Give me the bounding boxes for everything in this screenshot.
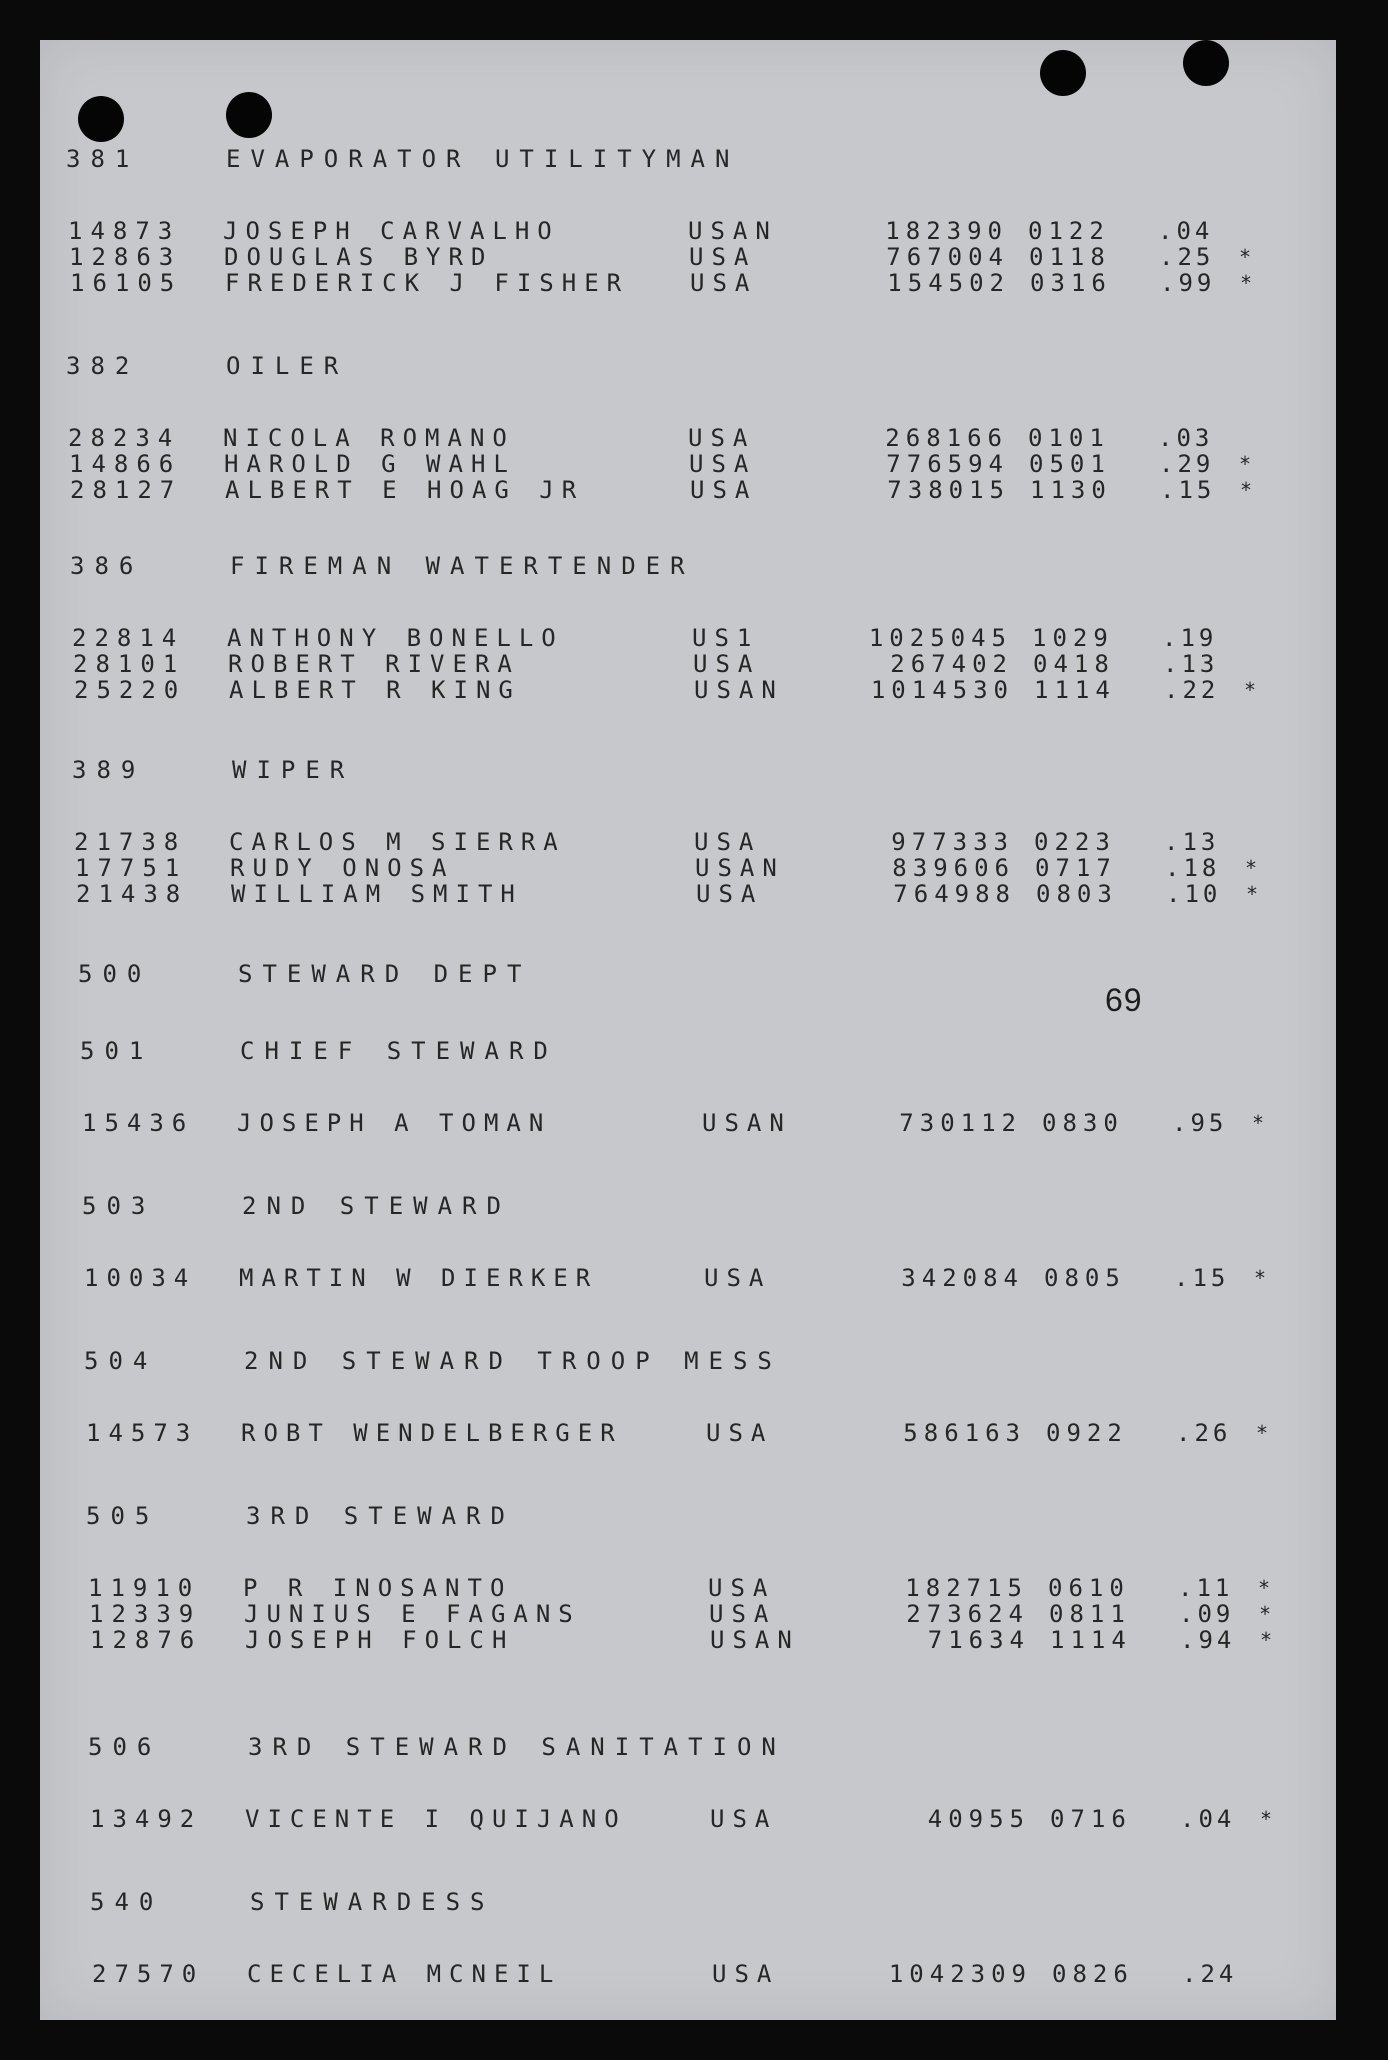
asterisk-mark: * — [1260, 1628, 1273, 1652]
citizenship-code: USA — [690, 269, 758, 297]
book-number: 977333 — [891, 828, 1014, 856]
book-number: 776594 — [886, 450, 1009, 478]
date-code: 0826 — [1052, 1960, 1134, 1988]
section-title: OILER — [226, 352, 349, 380]
citizenship-code: USAN — [710, 1626, 800, 1654]
crew-name: ANTHONY BONELLO — [227, 624, 564, 652]
crew-name: JOSEPH CARVALHO — [223, 217, 560, 245]
section-code: 504 — [84, 1347, 158, 1375]
date-code: 0316 — [1030, 269, 1112, 297]
crew-name: JOSEPH FOLCH — [245, 1626, 515, 1654]
citizenship-code: USA — [708, 1574, 776, 1602]
crew-number: 12339 — [89, 1600, 202, 1628]
section-title: WIPER — [232, 756, 355, 784]
crew-number: 17751 — [75, 854, 188, 882]
amount-value: .26 — [1176, 1419, 1232, 1447]
date-code: 1130 — [1030, 476, 1112, 504]
crew-name: VICENTE I QUIJANO — [245, 1805, 627, 1833]
section-code: 503 — [82, 1192, 156, 1220]
crew-number: 15436 — [82, 1109, 195, 1137]
section-title: STEWARDESS — [250, 1888, 495, 1916]
asterisk-mark: * — [1260, 1807, 1273, 1831]
amount-value: .95 — [1172, 1109, 1228, 1137]
crew-number: 14866 — [69, 450, 182, 478]
citizenship-code: USA — [710, 1805, 778, 1833]
asterisk-mark: * — [1239, 452, 1252, 476]
crew-number: 27570 — [92, 1960, 205, 1988]
crew-number: 28234 — [68, 424, 181, 452]
section-title: 3RD STEWARD SANITATION — [248, 1733, 786, 1761]
crew-name: ALBERT E HOAG JR — [225, 476, 585, 504]
section-title: CHIEF STEWARD — [240, 1037, 558, 1065]
page-number: 69 — [1105, 982, 1143, 1018]
amount-value: .94 — [1180, 1626, 1236, 1654]
book-number: 738015 — [887, 476, 1010, 504]
amount-value: .22 — [1164, 676, 1220, 704]
asterisk-mark: * — [1245, 856, 1258, 880]
crew-name: HAROLD G WAHL — [224, 450, 516, 478]
asterisk-mark: * — [1256, 1421, 1269, 1445]
amount-value: .19 — [1162, 624, 1218, 652]
section-code: 389 — [72, 756, 146, 784]
asterisk-mark: * — [1259, 1602, 1272, 1626]
book-number: 71634 — [927, 1626, 1030, 1654]
date-code: 0118 — [1029, 243, 1111, 271]
crew-name: JOSEPH A TOMAN — [237, 1109, 552, 1137]
book-number: 764988 — [893, 880, 1016, 908]
section-code: 386 — [70, 552, 144, 580]
date-code: 0805 — [1044, 1264, 1126, 1292]
citizenship-code: USA — [689, 243, 757, 271]
section-title: 2ND STEWARD — [242, 1192, 511, 1220]
amount-value: .04 — [1158, 217, 1214, 245]
citizenship-code: USAN — [694, 676, 784, 704]
asterisk-mark: * — [1252, 1111, 1265, 1135]
asterisk-mark: * — [1239, 245, 1252, 269]
section-code: 382 — [66, 352, 140, 380]
crew-number: 14873 — [68, 217, 181, 245]
date-code: 0717 — [1035, 854, 1117, 882]
asterisk-mark: * — [1240, 478, 1253, 502]
crew-number: 12876 — [90, 1626, 203, 1654]
book-number: 268166 — [885, 424, 1008, 452]
amount-value: .04 — [1180, 1805, 1236, 1833]
citizenship-code: US1 — [692, 624, 760, 652]
date-code: 0716 — [1050, 1805, 1132, 1833]
section-code: 506 — [88, 1733, 162, 1761]
date-code: 0223 — [1034, 828, 1116, 856]
crew-number: 11910 — [88, 1574, 201, 1602]
book-number: 40955 — [927, 1805, 1030, 1833]
book-number: 182715 — [905, 1574, 1028, 1602]
crew-number: 13492 — [90, 1805, 203, 1833]
asterisk-mark: * — [1246, 882, 1259, 906]
citizenship-code: USA — [709, 1600, 777, 1628]
crew-number: 21738 — [74, 828, 187, 856]
roster-listing — [40, 40, 1336, 2020]
crew-number: 10034 — [84, 1264, 197, 1292]
date-code: 0830 — [1042, 1109, 1124, 1137]
amount-value: .18 — [1165, 854, 1221, 882]
citizenship-code: USA — [693, 650, 761, 678]
date-code: 0418 — [1033, 650, 1115, 678]
crew-name: RUDY ONOSA — [230, 854, 455, 882]
crew-number: 12863 — [69, 243, 182, 271]
citizenship-code: USA — [696, 880, 764, 908]
date-code: 0101 — [1028, 424, 1110, 452]
amount-value: .24 — [1182, 1960, 1238, 1988]
crew-number: 14573 — [86, 1419, 199, 1447]
crew-number: 25220 — [74, 676, 187, 704]
amount-value: .15 — [1160, 476, 1216, 504]
citizenship-code: USA — [712, 1960, 780, 1988]
section-code: 540 — [90, 1888, 164, 1916]
section-code: 381 — [66, 145, 140, 173]
section-code: 501 — [80, 1037, 154, 1065]
crew-number: 22814 — [72, 624, 185, 652]
date-code: 1114 — [1050, 1626, 1132, 1654]
crew-number: 21438 — [76, 880, 189, 908]
crew-name: MARTIN W DIERKER — [239, 1264, 599, 1292]
section-title: 2ND STEWARD TROOP MESS — [244, 1347, 782, 1375]
book-number: 1042309 — [888, 1960, 1032, 1988]
crew-name: CECELIA MCNEIL — [247, 1960, 562, 1988]
section-code: 500 — [78, 960, 152, 988]
crew-name: JUNIUS E FAGANS — [244, 1600, 581, 1628]
section-code: 505 — [86, 1502, 160, 1530]
date-code: 0501 — [1029, 450, 1111, 478]
crew-name: DOUGLAS BYRD — [224, 243, 494, 271]
citizenship-code: USA — [688, 424, 756, 452]
amount-value: .13 — [1163, 650, 1219, 678]
book-number: 730112 — [899, 1109, 1022, 1137]
crew-name: NICOLA ROMANO — [223, 424, 515, 452]
date-code: 1114 — [1034, 676, 1116, 704]
asterisk-mark: * — [1240, 271, 1253, 295]
book-number: 839606 — [892, 854, 1015, 882]
asterisk-mark: * — [1254, 1266, 1267, 1290]
crew-number: 16105 — [70, 269, 183, 297]
section-title: STEWARD DEPT — [238, 960, 532, 988]
crew-name: ALBERT R KING — [229, 676, 521, 704]
date-code: 0122 — [1028, 217, 1110, 245]
crew-name: P R INOSANTO — [243, 1574, 513, 1602]
citizenship-code: USA — [690, 476, 758, 504]
book-number: 342084 — [901, 1264, 1024, 1292]
crew-name: ROBERT RIVERA — [228, 650, 520, 678]
date-code: 0811 — [1049, 1600, 1131, 1628]
amount-value: .25 — [1159, 243, 1215, 271]
book-number: 154502 — [887, 269, 1010, 297]
citizenship-code: USAN — [702, 1109, 792, 1137]
date-code: 0803 — [1036, 880, 1118, 908]
date-code: 0610 — [1048, 1574, 1130, 1602]
crew-name: WILLIAM SMITH — [231, 880, 523, 908]
book-number: 273624 — [906, 1600, 1029, 1628]
citizenship-code: USA — [689, 450, 757, 478]
crew-name: FREDERICK J FISHER — [225, 269, 630, 297]
date-code: 1029 — [1032, 624, 1114, 652]
section-title: FIREMAN WATERTENDER — [230, 552, 695, 580]
amount-value: .15 — [1174, 1264, 1230, 1292]
amount-value: .13 — [1164, 828, 1220, 856]
amount-value: .09 — [1179, 1600, 1235, 1628]
date-code: 0922 — [1046, 1419, 1128, 1447]
book-number: 767004 — [886, 243, 1009, 271]
book-number: 1025045 — [868, 624, 1012, 652]
crew-name: CARLOS M SIERRA — [229, 828, 566, 856]
book-number: 586163 — [903, 1419, 1026, 1447]
amount-value: .03 — [1158, 424, 1214, 452]
amount-value: .99 — [1160, 269, 1216, 297]
book-number: 1014530 — [870, 676, 1014, 704]
citizenship-code: USAN — [695, 854, 785, 882]
amount-value: .10 — [1166, 880, 1222, 908]
section-title: 3RD STEWARD — [246, 1502, 515, 1530]
section-title: EVAPORATOR UTILITYMAN — [226, 145, 740, 173]
document-page — [40, 40, 1336, 2020]
amount-value: .29 — [1159, 450, 1215, 478]
crew-number: 28127 — [70, 476, 183, 504]
amount-value: .11 — [1178, 1574, 1234, 1602]
crew-name: ROBT WENDELBERGER — [241, 1419, 623, 1447]
asterisk-mark: * — [1244, 678, 1257, 702]
citizenship-code: USA — [706, 1419, 774, 1447]
citizenship-code: USA — [694, 828, 762, 856]
asterisk-mark: * — [1258, 1576, 1271, 1600]
book-number: 182390 — [885, 217, 1008, 245]
book-number: 267402 — [890, 650, 1013, 678]
citizenship-code: USA — [704, 1264, 772, 1292]
crew-number: 28101 — [73, 650, 186, 678]
citizenship-code: USAN — [688, 217, 778, 245]
